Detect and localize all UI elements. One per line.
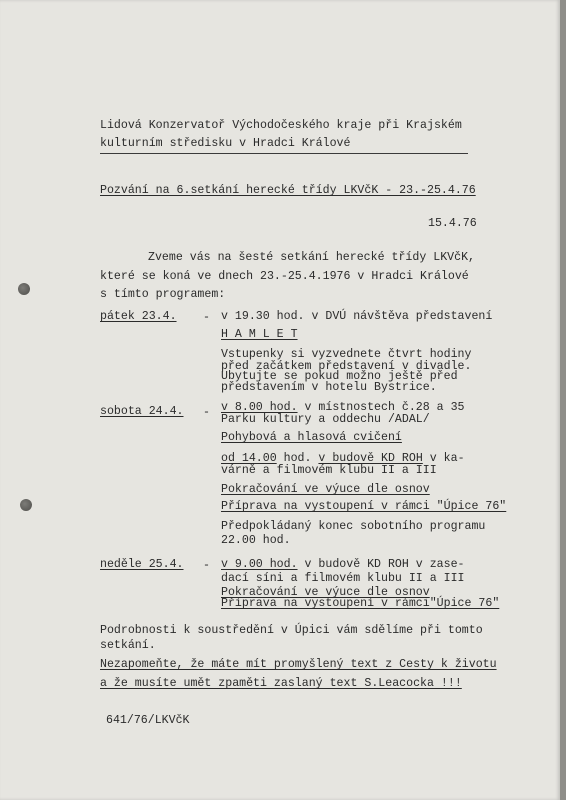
details-line-1: Podrobnosti k soustředění v Úpici vám sdělíme při tomto [100, 624, 483, 637]
punch-hole-top [18, 283, 30, 295]
sunday-line-2: dací síni a filmovém klubu II a III [221, 572, 465, 585]
friday-play-title: H A M L E T [221, 328, 298, 341]
sunday-line-1: v 9.00 hod. v budově KD ROH v zase- [221, 558, 465, 571]
letter-date: 15.4.76 [428, 217, 477, 230]
punch-hole-bottom [20, 499, 32, 511]
friday-line-2: Vstupenky si vyzvednete čtvrt hodiny [221, 348, 472, 361]
header-line-2: kulturním středisku v Hradci Králové [100, 137, 351, 150]
friday-line-1: v 19.30 hod. v DVÚ návštěva představení [221, 310, 493, 323]
saturday-line-7: Příprava na vystoupení v rámci "Úpice 76" [221, 500, 507, 513]
reference-number: 641/76/LKVčK [106, 714, 190, 727]
day-friday: pátek 23.4. [100, 310, 177, 323]
dash-saturday: - [203, 406, 210, 419]
sunday-line-4: Příprava na vystoupení v rámci"Úpice 76" [221, 597, 500, 610]
saturday-line-1: v 8.00 hod. v místnostech č.28 a 35 [221, 401, 465, 414]
saturday-line-4: od 14.00 hod. v budově KD ROH v ka- [221, 452, 465, 465]
reminder-line-1: Nezapomeňte, že máte mít promyšlený text z Cesty k životu [100, 658, 497, 671]
details-line-2: setkání. [100, 639, 156, 652]
saturday-line-8: Předpokládaný konec sobotního programu [221, 520, 486, 533]
saturday-line-2: Parku kultury a oddechu /ADAL/ [221, 413, 430, 426]
dash-sunday: - [203, 559, 210, 572]
friday-line-3: před začátkem představení v divadle. [221, 360, 472, 373]
friday-line-5: představením v hotelu Bystrice. [221, 381, 437, 394]
sunday-line-3: Pokračování ve výuce dle osnov [221, 586, 430, 599]
dash-friday: - [203, 311, 210, 324]
header-rule [100, 153, 468, 154]
intro-line-2: které se koná ve dnech 23.-25.4.1976 v Hradci Králové [100, 270, 469, 283]
saturday-line-6: Pokračování ve výuce dle osnov [221, 483, 430, 496]
saturday-line-3: Pohybová a hlasová cvičení [221, 431, 402, 444]
friday-line-4: Ubytujte se pokud možno ještě před [221, 370, 458, 383]
subject-line: Pozvání na 6.setkání herecké třídy LKVčK - 23.-25.4.76 [100, 184, 476, 197]
saturday-line-5: várně a filmovém klubu II a III [221, 464, 437, 477]
day-sunday: neděle 25.4. [100, 558, 184, 571]
intro-line-3: s tímto programem: [100, 288, 226, 301]
saturday-line-9: 22.00 hod. [221, 534, 291, 547]
intro-line-1: Zveme vás na šesté setkání herecké třídy LKVčK, [148, 251, 475, 264]
header-line-1: Lidová Konzervatoř Východočeského kraje při Krajském [100, 119, 462, 132]
reminder-line-2: a že musíte umět zpaměti zaslaný text S.Leacocka !!! [100, 677, 462, 690]
day-saturday: sobota 24.4. [100, 405, 184, 418]
